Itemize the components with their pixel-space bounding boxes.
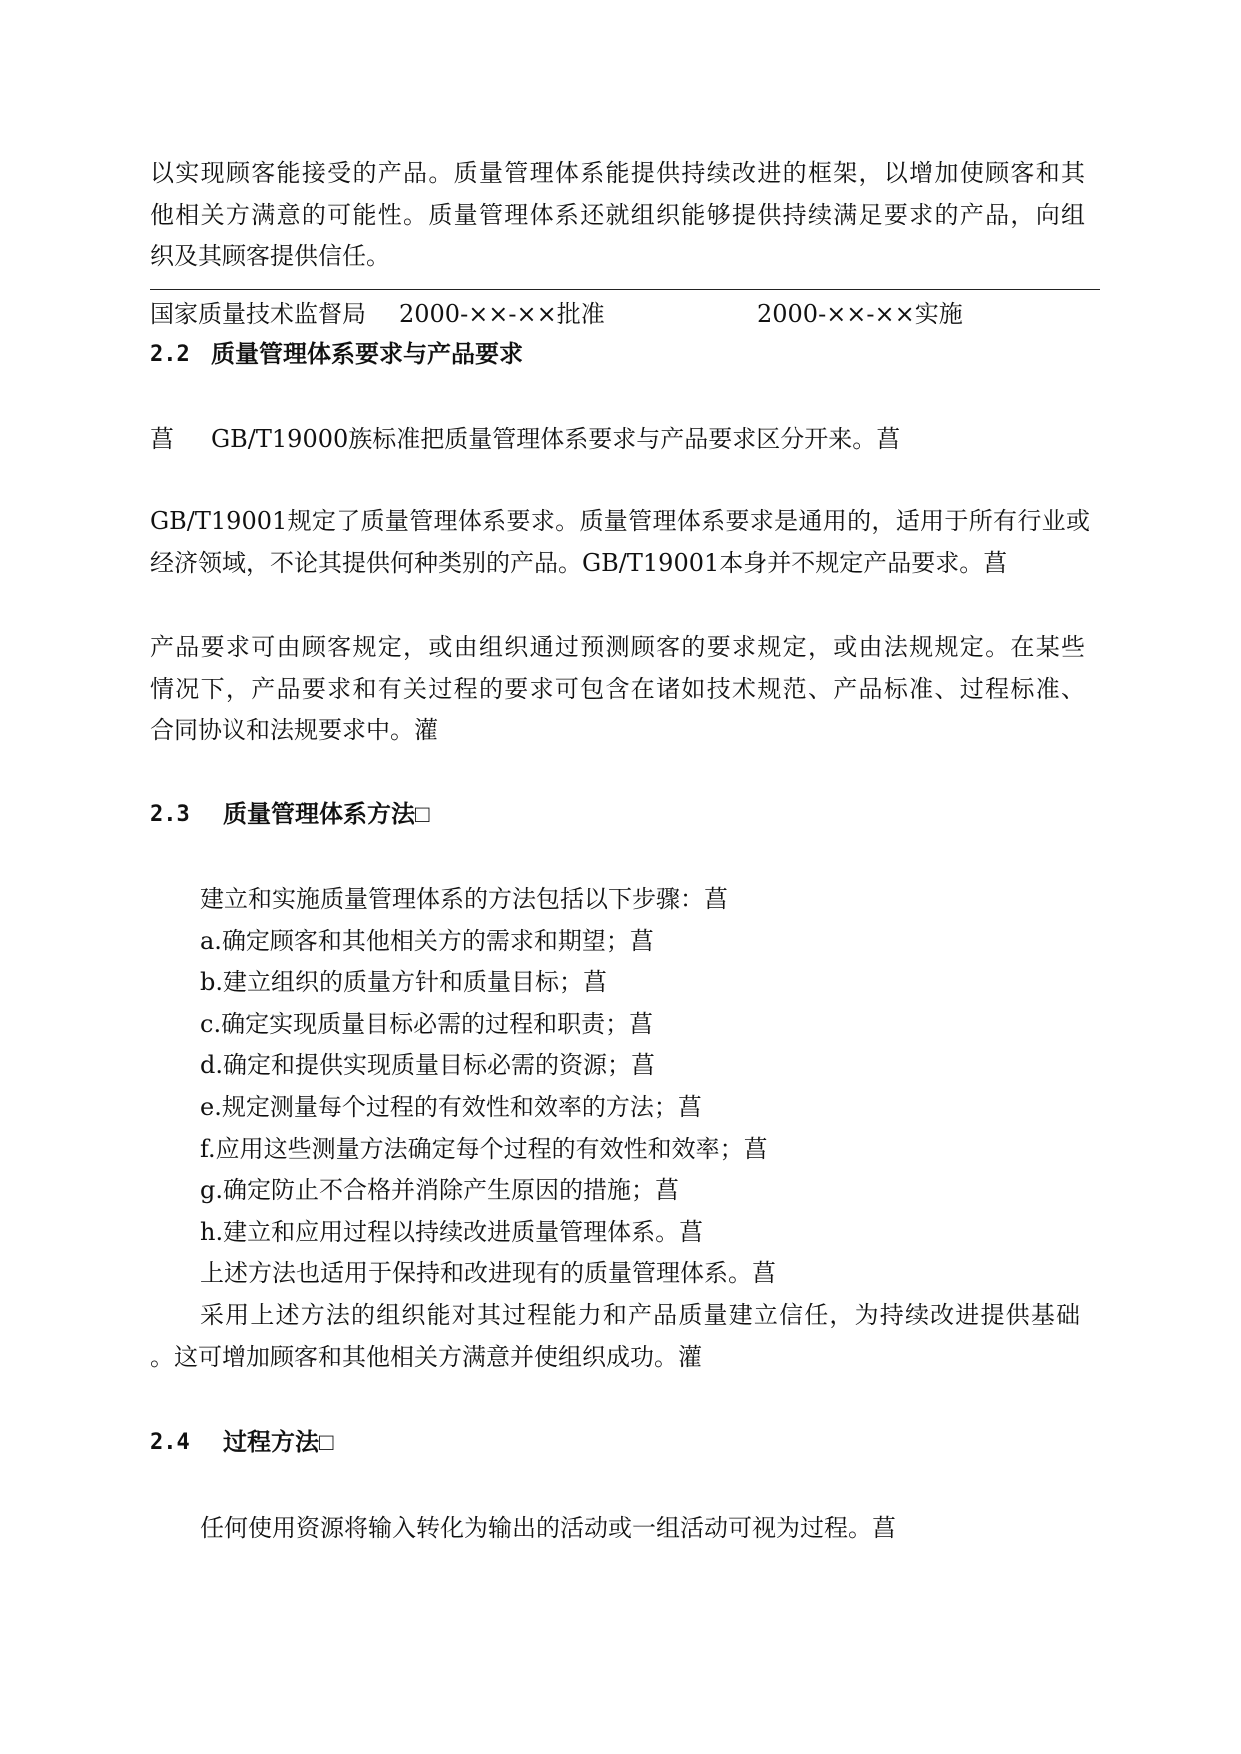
list-item: c.确定实现质量目标必需的过程和职责；菖 — [200, 1009, 654, 1038]
approval-date: 2000-××-××批准 — [399, 300, 605, 328]
paragraph-line: 以实现顾客能接受的产品。质量管理体系能提供持续改进的框架，以增加使顾客和其 — [150, 159, 1085, 187]
footnote-divider — [150, 289, 1100, 290]
paragraph-marker: 菖 — [150, 425, 174, 453]
paragraph-line: 任何使用资源将输入转化为输出的活动或一组活动可视为过程。菖 — [200, 1514, 896, 1542]
list-item: f.应用这些测量方法确定每个过程的有效性和效率；菖 — [200, 1134, 768, 1163]
list-item: e.规定测量每个过程的有效性和效率的方法；菖 — [200, 1092, 702, 1121]
closing-paragraph-2-line: 。这可增加顾客和其他相关方满意并使组织成功。灌 — [150, 1342, 702, 1371]
paragraph-line: 他相关方满意的可能性。质量管理体系还就组织能够提供持续满足要求的产品，向组 — [150, 200, 1085, 229]
paragraph-text: GB/T19000族标准把质量管理体系要求与产品要求区分开来。菖 — [211, 425, 901, 453]
list-item: d.确定和提供实现质量目标必需的资源；菖 — [200, 1051, 655, 1080]
section-number: 2.3 — [150, 802, 190, 827]
list-item: a.确定顾客和其他相关方的需求和期望；菖 — [200, 926, 654, 955]
section-number: 2.2 — [150, 342, 190, 367]
section-title: 质量管理体系要求与产品要求 — [211, 341, 523, 368]
section-2-4-paragraph — [150, 1508, 1085, 1550]
steps-intro: 建立和实施质量管理体系的方法包括以下步骤：菖 — [200, 885, 728, 913]
section-2-2-paragraph-2 — [150, 501, 1090, 584]
closing-paragraph-1: 上述方法也适用于保持和改进现有的质量管理体系。菖 — [200, 1259, 776, 1288]
paragraph-line: 经济领域，不论其提供何种类别的产品。GB/T19001本身并不规定产品要求。菖 — [150, 548, 1008, 577]
list-item: h.建立和应用过程以持续改进质量管理体系。菖 — [200, 1217, 704, 1246]
list-item: g.确定防止不合格并消除产生原因的措施；菖 — [200, 1176, 679, 1205]
section-title: 过程方法□ — [223, 1429, 334, 1456]
paragraph-line: 产品要求可由顾客规定，或由组织通过预测顾客的要求规定，或由法规规定。在某些 — [150, 633, 1085, 661]
closing-paragraph-2-line: 采用上述方法的组织能对其过程能力和产品质量建立信任，为持续改进提供基础 — [200, 1300, 1080, 1329]
list-item: b.建立组织的质量方针和质量目标；菖 — [200, 968, 607, 997]
section-2-2-paragraph-3 — [150, 627, 1085, 752]
implementation-date: 2000-××-××实施 — [757, 300, 963, 328]
issuing-authority: 国家质量技术监督局 — [150, 300, 366, 328]
paragraph-line: 合同协议和法规要求中。灌 — [150, 716, 438, 745]
paragraph-line: 织及其顾客提供信任。 — [150, 242, 390, 271]
section-number: 2.4 — [150, 1430, 190, 1455]
intro-paragraph — [150, 153, 1085, 278]
paragraph-line: 情况下，产品要求和有关过程的要求可包含在诸如技术规范、产品标准、过程标准、 — [150, 674, 1085, 703]
section-2-3-body — [150, 879, 1080, 1378]
paragraph-line: GB/T19001规定了质量管理体系要求。质量管理体系要求是通用的，适用于所有行业或 — [150, 507, 1090, 535]
section-title: 质量管理体系方法□ — [223, 801, 430, 828]
